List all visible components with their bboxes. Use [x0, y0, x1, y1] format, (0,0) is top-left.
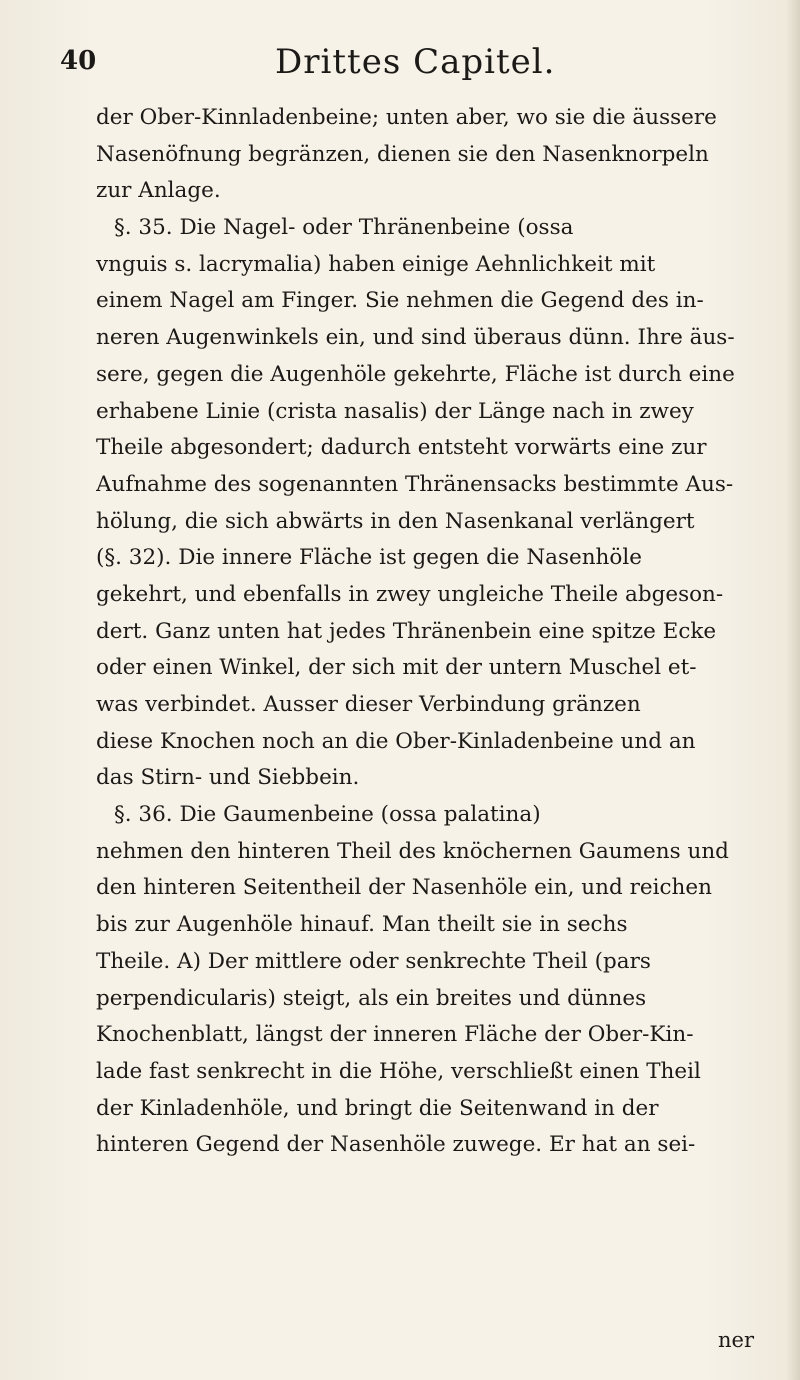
catchword: ner [718, 1328, 754, 1352]
page-header [60, 38, 760, 88]
text-line: das Stirn- und Siebbein. [96, 765, 360, 791]
text-line: perpendicularis) steigt, als ein breites und dünnes [96, 985, 647, 1011]
text-line: dert. Ganz unten hat jedes Thränenbein eine spitze Ecke [96, 618, 717, 644]
text-line: nehmen den hinteren Theil des knöchernen Gaumens und [96, 838, 729, 864]
text-line: gekehrt, und ebenfalls in zwey ungleiche Theile abgeson- [96, 581, 724, 607]
text-line: Aufnahme des sogenannten Thränensacks bestimmte Aus- [96, 471, 734, 497]
text-line: bis zur Augenhöle hinauf. Man theilt sie in sechs [96, 912, 628, 938]
section-heading-36: §. 36. Die Gaumenbeine (ossa palatina) [114, 802, 541, 828]
text-line: den hinteren Seitentheil der Nasenhöle ein, und reichen [96, 875, 712, 901]
text-line: Knochenblatt, längst der inneren Fläche der Ober-Kin- [96, 1022, 694, 1048]
text-line: lade fast senkrecht in die Höhe, verschließt einen Theil [96, 1058, 701, 1084]
text-line: hinteren Gegend der Nasenhöle zuwege. Er hat an sei- [96, 1132, 696, 1158]
section-heading-35: §. 35. Die Nagel- oder Thränenbeine (ossa [114, 215, 574, 241]
text-line: erhabene Linie (crista nasalis) der Länge nach in zwey [96, 398, 694, 424]
text-line: hölung, die sich abwärts in den Nasenkanal verlängert [96, 508, 695, 534]
running-head: Drittes Capitel. [275, 42, 556, 82]
text-line: Theile abgesondert; dadurch entsteht vorwärts eine zur [96, 435, 707, 461]
text-line: Nasenöfnung begränzen, dienen sie den Nasenknorpeln [96, 141, 709, 167]
text-line: sere, gegen die Augenhöle gekehrte, Fläche ist durch eine [96, 361, 735, 387]
text-line: Theile. A) Der mittlere oder senkrechte Theil (pars [96, 948, 651, 974]
text-line: neren Augenwinkels ein, und sind überaus dünn. Ihre äus- [96, 325, 735, 351]
text-line: was verbindet. Ausser dieser Verbindung gränzen [96, 692, 641, 717]
text-line: vnguis s. lacrymalia) haben einige Aehnlichkeit mit [96, 251, 656, 277]
text-line: einem Nagel am Finger. Sie nehmen die Gegend des in- [96, 288, 704, 314]
page-number: 40 [60, 46, 97, 76]
text-line: zur Anlage. [96, 178, 221, 204]
text-line: oder einen Winkel, der sich mit der untern Muschel et- [96, 655, 697, 681]
text-line: der Kinladenhöle, und bringt die Seitenwand in der [96, 1095, 659, 1121]
page-body [96, 100, 776, 1164]
text-line: (§. 32). Die innere Fläche ist gegen die Nasenhöle [96, 545, 642, 571]
text-line: diese Knochen noch an die Ober-Kinladenbeine und an [96, 728, 696, 754]
page-edge-shadow [786, 0, 800, 1380]
text-line: der Ober-Kinnladenbeine; unten aber, wo sie die äussere [96, 105, 717, 130]
